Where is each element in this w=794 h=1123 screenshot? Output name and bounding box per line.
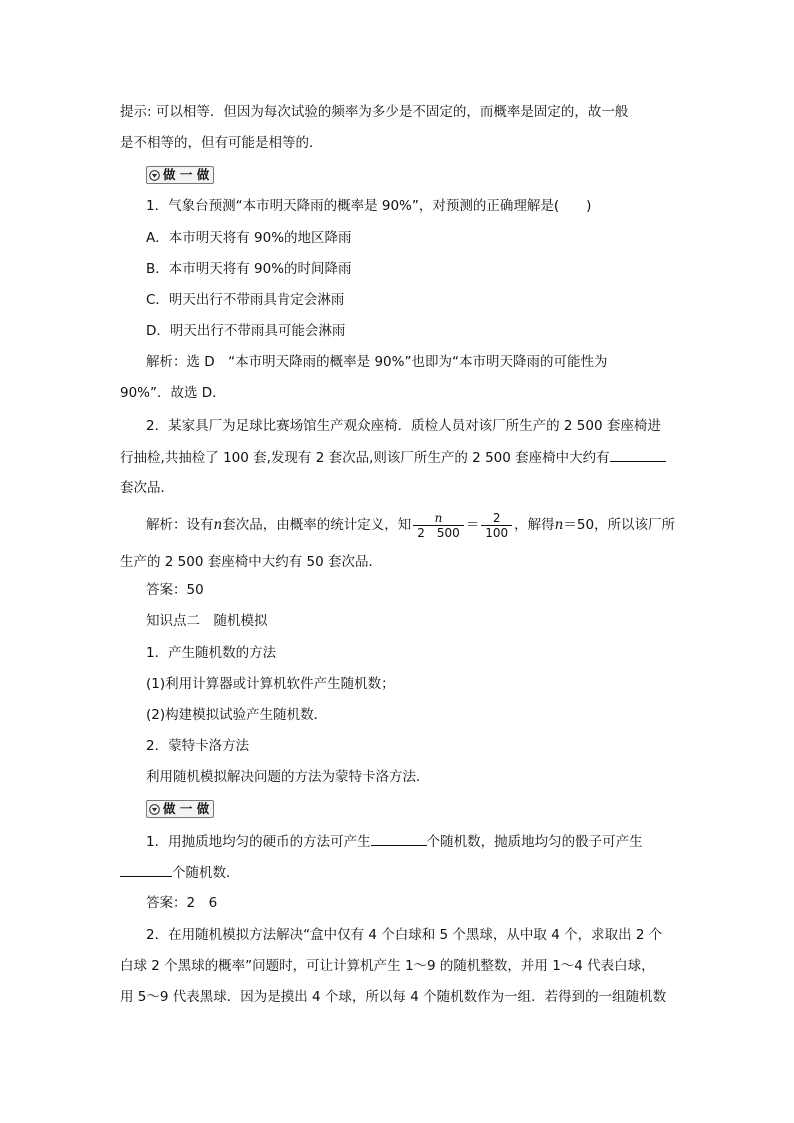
practice-badge	[146, 166, 214, 184]
q1-option-c: C．明天出行不带雨具肯定会淋雨	[146, 292, 345, 308]
fraction-1-denominator: 2 500	[417, 525, 460, 540]
section2-item1a: (1)利用计算器或计算机软件产生随机数；	[146, 676, 395, 692]
down-triangle-icon	[149, 170, 160, 181]
q3-answer: 答案：2 6	[146, 895, 218, 911]
fraction-2-numerator: 2	[481, 511, 512, 526]
practice-badge-label: 做 一 做	[163, 801, 210, 816]
hint-line-1: 提示: 可以相等．但因为每次试验的频率为多少是不固定的，而概率是固定的，故一般	[120, 104, 629, 120]
practice-badge-label: 做 一 做	[163, 167, 210, 182]
equals-sign: ＝	[465, 517, 480, 533]
q2-answer-blank	[610, 447, 666, 462]
fraction-n-over-2500	[413, 511, 464, 540]
q2-analysis-1	[146, 510, 675, 542]
q2-analysis-pre: 解析：设有	[146, 517, 214, 533]
q2-line-3: 套次品．	[120, 480, 174, 496]
q1-option-a: A．本市明天将有 90%的地区降雨	[146, 230, 352, 246]
q2-analysis-post2: ＝50，所以该厂所	[563, 517, 676, 533]
q2-line-2-text: 行抽检,共抽检了 100 套,发现有 2 套次品,则该厂所生产的 2 500 套座椅中大约有	[120, 450, 610, 466]
q4-line-2: 白球 2 个黑球的概率”问题时，可让计算机产生 1～9 的随机整数，并用 1～4 代表白球，	[120, 958, 655, 974]
q3-line-2	[120, 862, 675, 883]
q3-blank-1	[371, 831, 427, 846]
q2-analysis-mid: 套次品，由概率的统计定义，知	[222, 517, 412, 533]
q1-analysis-1: 解析：选 D “本市明天降雨的概率是 90%”也即为“本市明天降雨的可能性为	[146, 354, 608, 370]
q2-analysis-2: 生产的 2 500 套座椅中大约有 50 套次品．	[120, 554, 382, 570]
section2-item1b: (2)构建模拟试验产生随机数．	[146, 707, 328, 723]
q1-analysis-2: 90%”．故选 D．	[120, 385, 226, 401]
hint-line-2: 是不相等的，但有可能是相等的．	[120, 135, 323, 151]
q3-line-1a: 1．用抛质地均匀的硬币的方法可产生	[146, 834, 371, 850]
q3-line-1b: 个随机数，抛质地均匀的骰子可产生	[426, 834, 643, 850]
section2-item1: 1．产生随机数的方法	[146, 645, 277, 661]
fraction-1-numerator: n	[413, 511, 464, 526]
var-n: n	[213, 517, 223, 533]
q3-blank-2	[120, 862, 172, 877]
q2-answer: 答案：50	[146, 582, 204, 598]
fraction-2-denominator: 100	[485, 525, 509, 540]
down-triangle-icon	[149, 804, 160, 815]
fraction-2-over-100	[481, 511, 512, 540]
practice-badge-2	[146, 800, 214, 818]
section2-item2: 2．蒙特卡洛方法	[146, 738, 250, 754]
q1-stem: 1．气象台预测“本市明天降雨的概率是 90%”，对预测的正确理解是( )	[146, 198, 592, 214]
section2-title: 知识点二 随机模拟	[146, 613, 268, 629]
q4-line-1: 2．在用随机模拟方法解决“盒中仅有 4 个白球和 5 个黑球，从中取 4 个，求取出 2 个	[146, 927, 663, 943]
q1-option-d: D．明天出行不带雨具可能会淋雨	[146, 323, 346, 339]
q4-line-3: 用 5～9 代表黑球．因为是摸出 4 个球，所以每 4 个随机数作为一组．若得到的一组随机数	[120, 989, 667, 1005]
section2-item2-desc: 利用随机模拟解决问题的方法为蒙特卡洛方法．	[146, 769, 430, 785]
var-n-2: n	[554, 517, 564, 533]
q2-analysis-post1: ，解得	[514, 517, 555, 533]
q3-line-1	[146, 831, 675, 852]
q3-line-2-text: 个随机数．	[172, 865, 240, 881]
q2-line-1: 2．某家具厂为足球比赛场馆生产观众座椅．质检人员对该厂所生产的 2 500 套座椅进	[146, 418, 661, 434]
q1-option-b: B．本市明天将有 90%的时间降雨	[146, 261, 352, 277]
q2-line-2	[120, 447, 675, 468]
